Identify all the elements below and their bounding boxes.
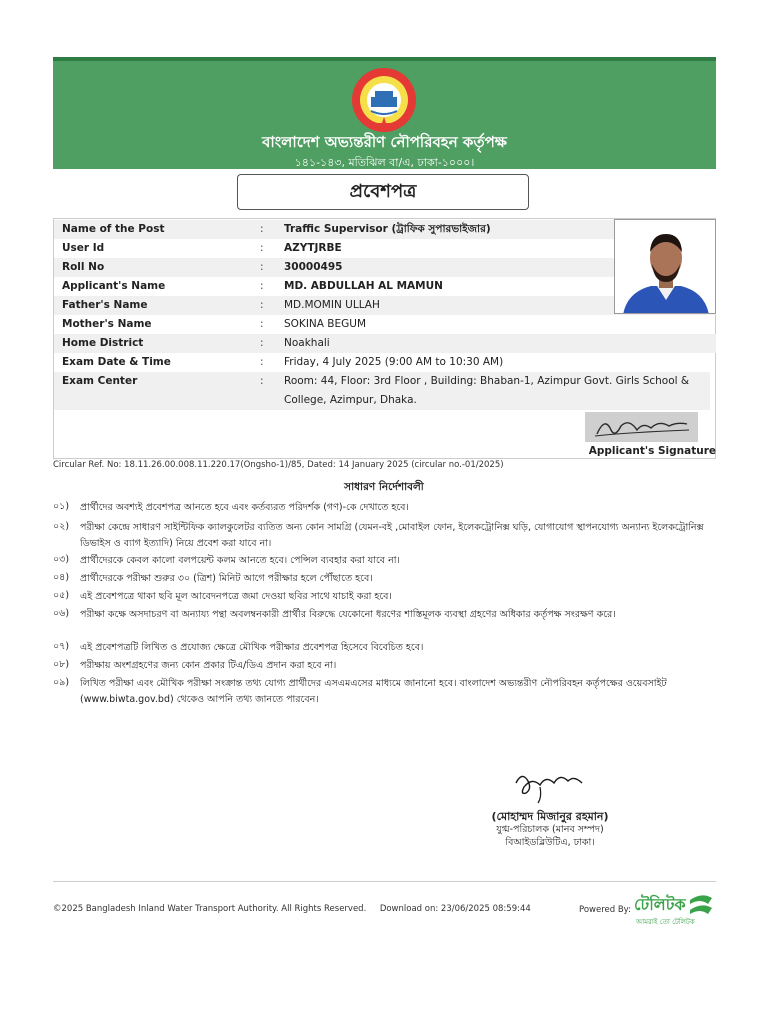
org-address: ১৪১-১৪৩, মতিঝিল বা/এ, ঢাকা-১০০০।: [294, 156, 475, 169]
label-district: Home District: [62, 337, 144, 349]
label-roll: Roll No: [62, 261, 105, 273]
instruction-text: পরীক্ষা কক্ষে অসদাচরণ বা অন্যায্য পন্থা অবলম্বনকারী প্রার্থীর বিরুদ্ধে যেকোনো ধরণের শাস্তিমূলক ব্যবস্থা গ্রহণের অধিকার কর্তৃপক্ষ সংরক্ষণ করে।: [80, 609, 616, 620]
teletalk-logo: [634, 890, 714, 930]
instruction-text: পরীক্ষা কেন্দ্রে সাধারণ সাইন্টিফিক ক্যালকুলেটর ব্যতিত অন্য কোন সামগ্রি (যেমন-বই ,মোবাইল ফোন, ইলেকট্রোনিক্স ঘড়ি, যোগাযোগ স্থাপনযোগ্য অন্যান্য ইলেকট্রোনিক্স ডিভাইস ও ব্যাগ ইত্যাদি) নিয়ে প্রবেশ করা যাবে না।: [80, 522, 704, 549]
org-name: বাংলাদেশ অভ্যন্তরীণ নৌপরিবহন কর্তৃপক্ষ: [262, 133, 507, 151]
org-header: [53, 57, 716, 169]
instruction-number: ০৯): [53, 677, 70, 688]
instruction-text: প্রার্থীদের অবশ্যই প্রবেশপত্র আনতে হবে এবং কর্তব্যরত পরিদর্শক (গণ)-কে দেখাতে হবে।: [80, 502, 409, 513]
value-post: Traffic Supervisor (ট্রাফিক সুপারভাইজার): [274, 220, 716, 239]
label-post: Name of the Post: [62, 223, 165, 235]
teletalk-wave-icon: [688, 890, 714, 922]
applicant-info-table: [53, 218, 716, 459]
download-timestamp: Download on: 23/06/2025 08:59:44: [379, 904, 531, 914]
label-exam-center: Exam Center: [62, 375, 138, 387]
label-mother: Mother's Name: [62, 318, 152, 330]
instruction-text: এই প্রবেশপত্রটি লিখিত ও প্রযোজ্য ক্ষেত্রে মৌখিক পরীক্ষার প্রবেশপত্র হিসেবে বিবেচিত হবে।: [80, 642, 424, 653]
value-name: MD. ABDULLAH AL MAMUN: [284, 280, 443, 292]
footer-copyright: [53, 904, 531, 914]
powered-by-label: Powered By:: [579, 905, 631, 915]
row-mother: Mother's Name : SOKINA BEGUM: [54, 315, 611, 334]
instruction-number: ০৩): [53, 554, 70, 565]
instruction-text: পরীক্ষায় অংশগ্রহণের জন্য কোন প্রকার টিএ/ডিএ প্রদান করা হবে না।: [80, 660, 337, 671]
brand-tagline: আমরাই তো টেলিটক: [636, 918, 695, 926]
circular-reference: Circular Ref. No: 18.11.26.00.008.11.220.17(Ongsho-1)/85, Dated: 14 January 2025 (circular no.-01/2025): [53, 460, 504, 470]
row-name: Applicant's Name : MD. ABDULLAH AL MAMUN: [54, 277, 611, 296]
value-user-id: AZYTJRBE: [284, 242, 342, 254]
label-user-id: User Id: [62, 242, 105, 254]
instruction-number: ০৫): [53, 590, 70, 601]
instruction-text: এই প্রবেশপত্রে থাকা ছবি মূল আবেদনপত্রে জমা দেওয়া ছবির সাথে যাচাই করা হবে।: [80, 591, 392, 602]
page-title: প্রবেশপত্র: [237, 174, 529, 210]
authority-signature-image: [510, 765, 590, 805]
value-district: Noakhali: [274, 334, 716, 353]
biwta-seal-icon: [349, 65, 419, 135]
label-name: Applicant's Name: [62, 280, 166, 292]
applicant-signature-image: [585, 412, 698, 442]
applicant-photo: [614, 219, 716, 314]
authority-organization: বিআইডব্লিউটিএ, ঢাকা।: [505, 837, 595, 848]
instruction-number: ০২): [53, 521, 70, 532]
row-district: Home District : Noakhali: [54, 334, 611, 353]
label-exam-date: Exam Date & Time: [62, 356, 171, 368]
row-user-id: User Id : AZYTJRBE: [54, 239, 611, 258]
row-father: Father's Name : MD.MOMIN ULLAH: [54, 296, 611, 315]
row-exam-date: Exam Date & Time : Friday, 4 July 2025 (9:00 AM to 10:30 AM): [54, 353, 611, 372]
instruction-number: ০১): [53, 501, 70, 512]
footer-divider: [53, 881, 716, 882]
copyright-text: ©2025 Bangladesh Inland Water Transport Authority. All Rights Reserved.: [53, 904, 367, 914]
authority-designation: যুগ্ম-পরিচালক (মানব সম্পদ): [496, 824, 604, 835]
label-father: Father's Name: [62, 299, 148, 311]
instruction-number: ০৮): [53, 659, 70, 670]
row-post: Name of the Post : Traffic Supervisor (ট্রাফিক সুপারভাইজার): [54, 220, 611, 239]
signature-caption: Applicant's Signature: [588, 445, 716, 457]
value-roll: 30000495: [274, 258, 716, 277]
instruction-number: ০৬): [53, 608, 70, 619]
instruction-text: লিখিত পরীক্ষা এবং মৌখিক পরীক্ষা সংক্রান্ত তথ্য যোগ্য প্রার্থীদের এসএমএসের মাধ্যমে জানানো হবে। বাংলাদেশ অভ্যন্তরীণ নৌপরিবহন কর্তৃপক্ষের ওয়েবসাইট (www.biwta.gov.bd) থেকেও আপনি তথ্য জানতে পারবেন।: [80, 678, 667, 705]
instruction-text: প্রার্থীদেরকে কেবল কালো বলপয়েন্ট কলম আনতে হবে। পেন্সিল ব্যবহার করা যাবে না।: [80, 555, 400, 566]
instructions-title: সাধারণ নির্দেশাবলী: [344, 481, 424, 493]
instruction-number: ০৪): [53, 572, 70, 583]
brand-name: টেলিটক: [634, 895, 686, 914]
instruction-number: ০৭): [53, 641, 70, 652]
authority-name: (মোহাম্মদ মিজানুর রহমান): [491, 810, 609, 823]
value-mother: SOKINA BEGUM: [284, 318, 367, 330]
value-exam-center: Room: 44, Floor: 3rd Floor , Building: Bhaban-1, Azimpur Govt. Girls School & College, Azimpur, Dhaka.: [274, 372, 710, 410]
row-roll: Roll No : 30000495: [54, 258, 611, 277]
value-exam-date: Friday, 4 July 2025 (9:00 AM to 10:30 AM): [284, 356, 504, 368]
value-father: MD.MOMIN ULLAH: [274, 296, 716, 315]
instruction-text: প্রার্থীদেরকে পরীক্ষা শুরুর ৩০ (ত্রিশ) মিনিট আগে পরীক্ষার হলে পৌঁছাতে হবে।: [80, 573, 373, 584]
row-exam-center: Exam Center : Room: 44, Floor: 3rd Floor , Building: Bhaban-1, Azimpur Govt. Girls School & College, Azimpur, Dhaka.: [54, 372, 611, 410]
